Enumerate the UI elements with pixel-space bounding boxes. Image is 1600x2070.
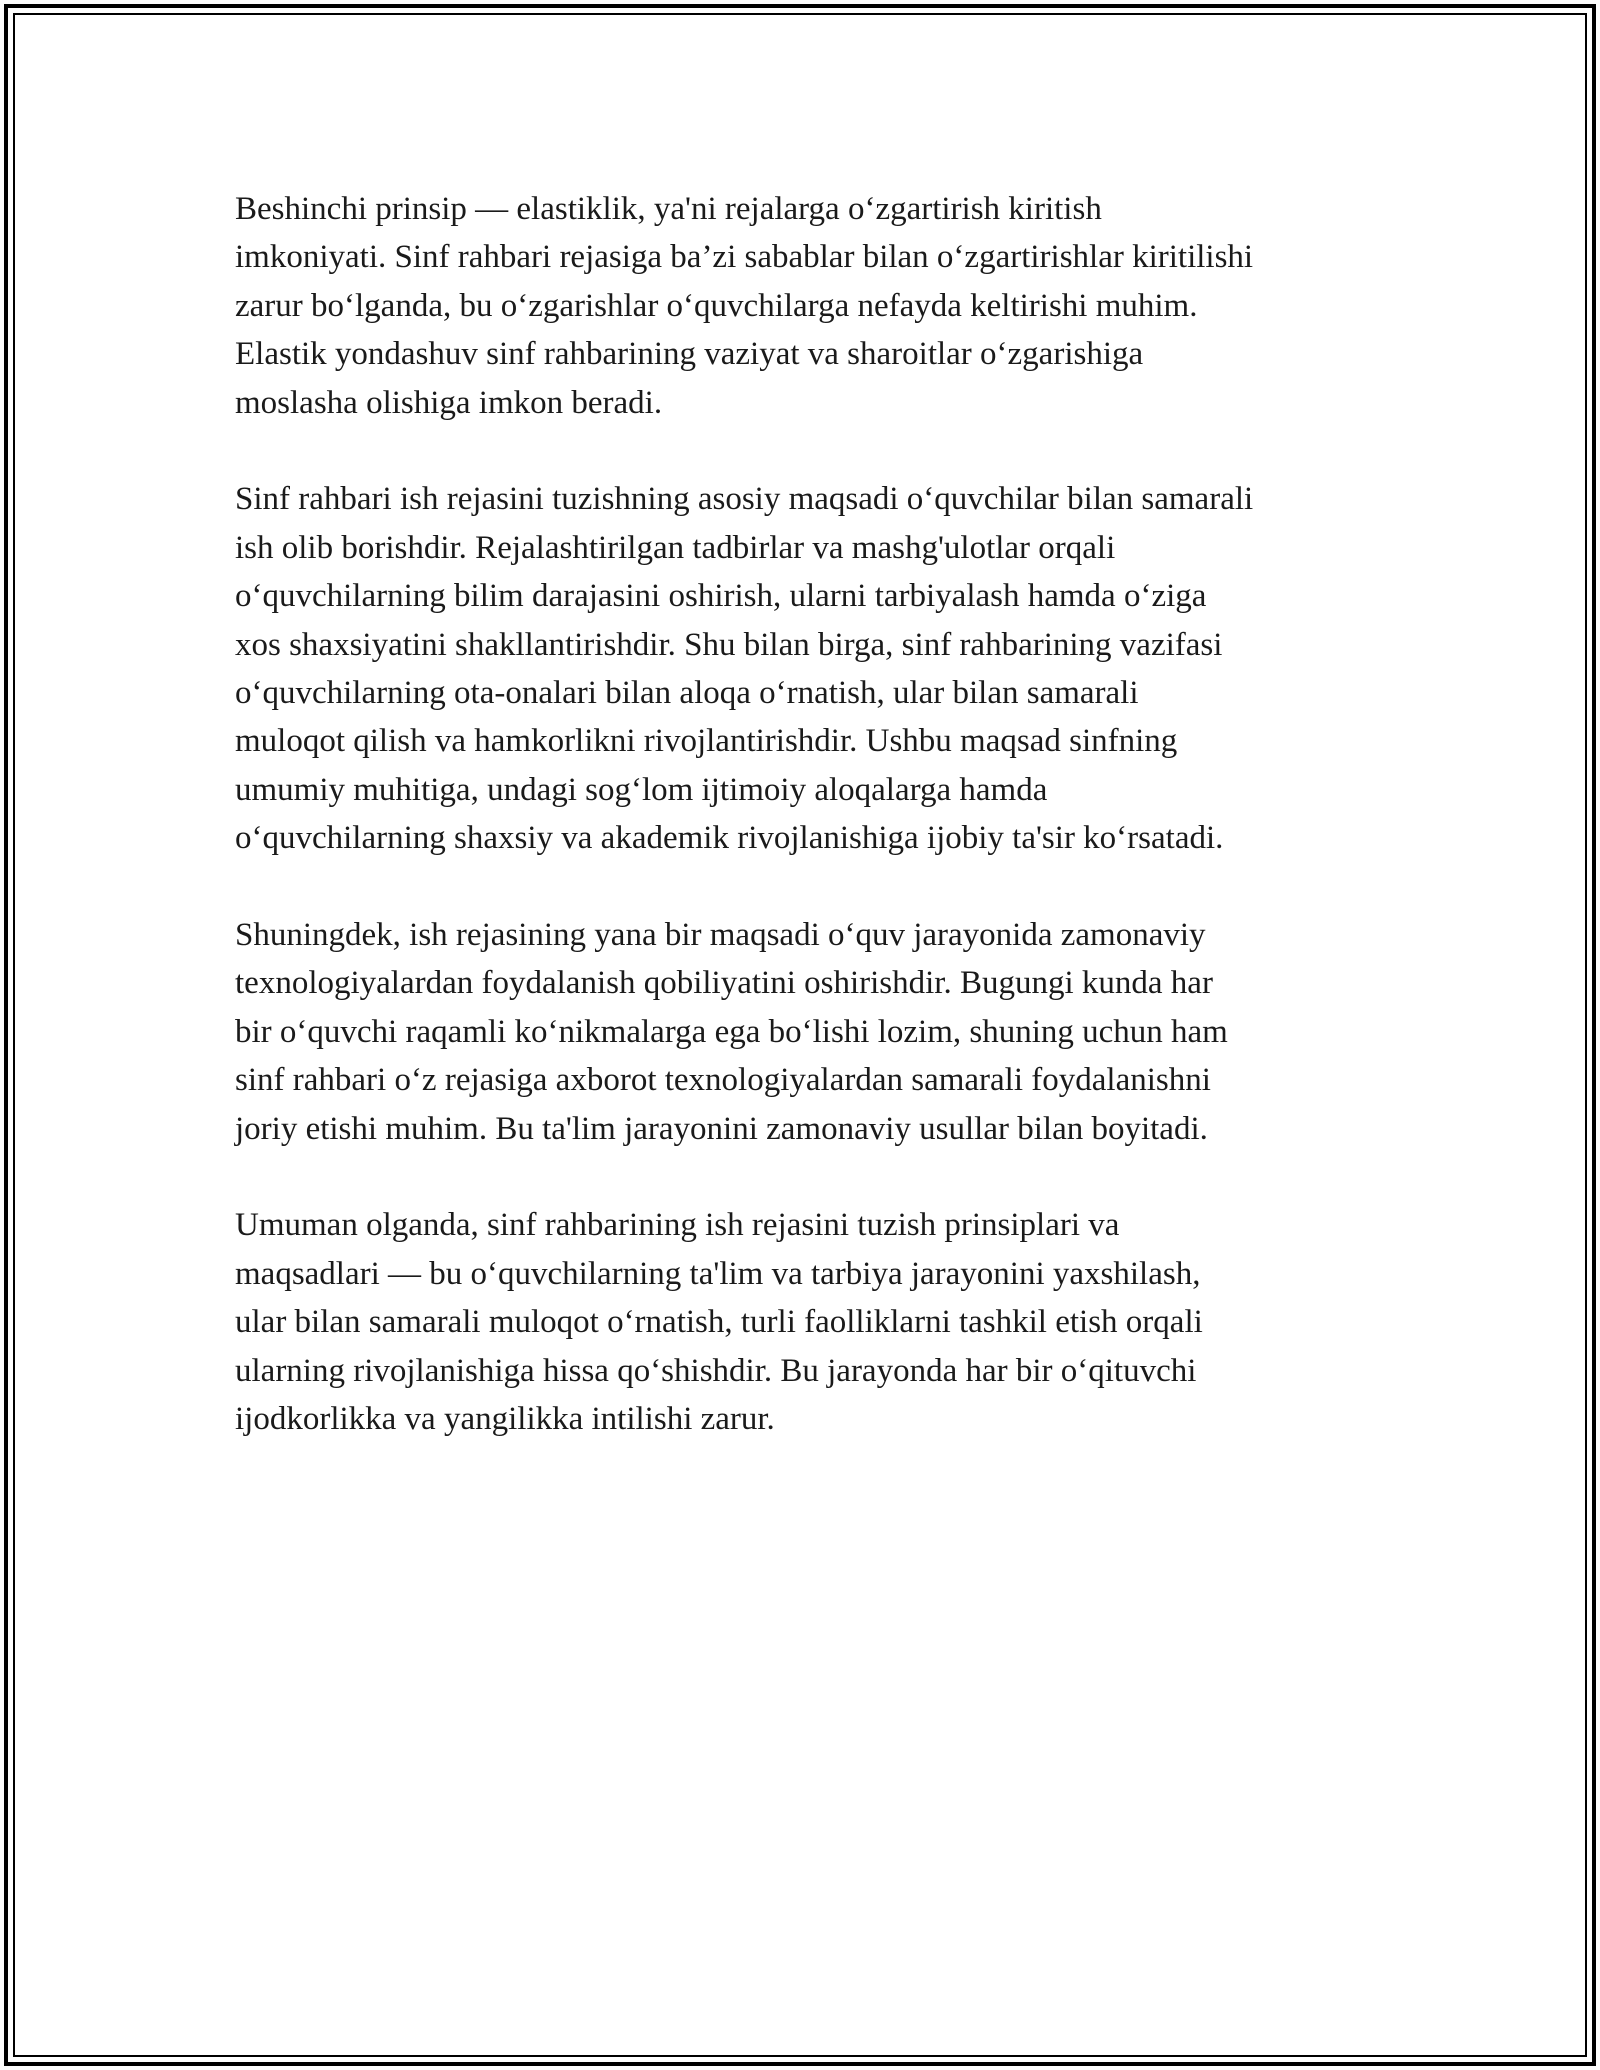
paragraph-elasticity-principle: Beshinchi prinsip — elastiklik, ya'ni rejalarga o‘zgartirish kiritish imkoniyati. Sinf rahbari rejasiga ba’zi sabablar bilan o‘zgartirishlar kiritilishi zarur bo‘lganda, bu o‘zgarishlar o‘quvchilarga nefayda keltirishi muhim. Elastik yondashuv sinf rahbarining vaziyat va sharoitlar o‘zgarishiga moslasha olishiga imkon beradi.: [235, 191, 1254, 421]
paragraph-main-goal: Sinf rahbari ish rejasini tuzishning asosiy maqsadi o‘quvchilar bilan samarali ish olib borishdir. Rejalashtirilgan tadbirlar va mashg'ulotlar orqali o‘quvchilarning bilim darajasini oshirish, ularni tarbiyalash hamda o‘ziga xos shaxsiyatini shakllantirishdir. Shu bilan birga, sinf rahbarining vazifasi o‘quvchilarning ota-onalari bilan aloqa o‘rnatish, ular bilan samarali muloqot qilish va hamkorlikni rivojlantirishdir. Ushbu maqsad sinfning umumiy muhitiga, undagi sog‘lom ijtimoiy aloqalarga hamda o‘quvchilarning shaxsiy va akademik rivojlanishiga ijobiy ta'sir ko‘rsatadi.: [235, 481, 1254, 857]
document-body: [235, 185, 1385, 1492]
paragraph-technology-goal: Shuningdek, ish rejasining yana bir maqsadi o‘quv jarayonida zamonaviy texnologiyalardan foydalanish qobiliyatini oshirishdir. Bugungi kunda har bir o‘quvchi raqamli ko‘nikmalarga ega bo‘lishi lozim, shuning uchun ham sinf rahbari o‘z rejasiga axborot texnologiyalardan samarali foydalanishni joriy etishi muhim. Bu ta'lim jarayonini zamonaviy usullar bilan boyitadi.: [235, 917, 1228, 1147]
paragraph-conclusion: Umuman olganda, sinf rahbarining ish rejasini tuzish prinsiplari va maqsadlari — bu o‘quvchilarning ta'lim va tarbiya jarayonini yaxshilash, ular bilan samarali muloqot o‘rnatish, turli faolliklarni tashkil etish orqali ularning rivojlanishiga hissa qo‘shishdir. Bu jarayonda har bir o‘qituvchi ijodkorlikka va yangilikka intilishi zarur.: [235, 1207, 1203, 1438]
